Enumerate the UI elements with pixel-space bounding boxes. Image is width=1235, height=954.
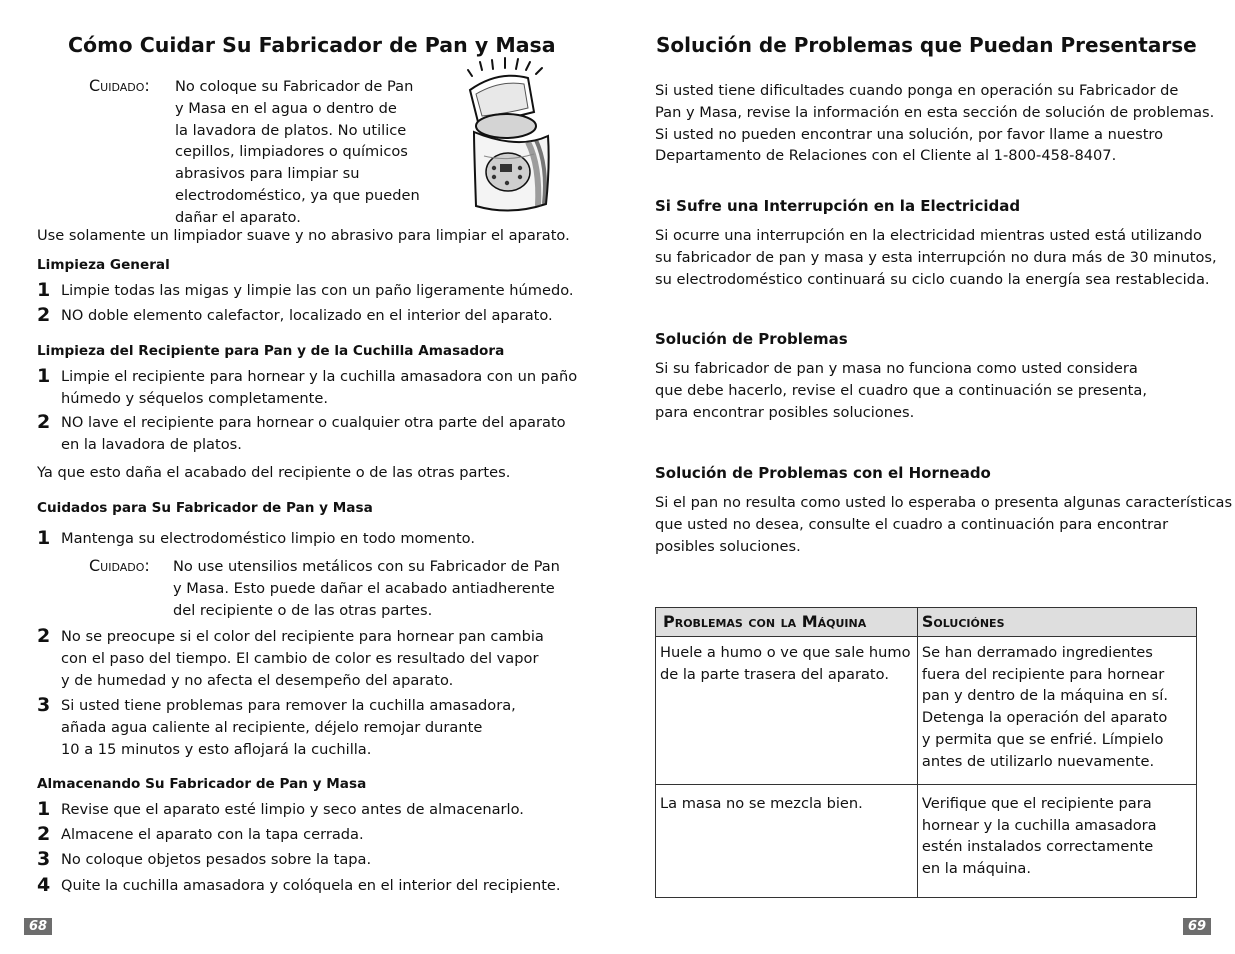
step-text: Limpie el recipiente para hornear y la cuchilla amasadora con un paño húmedo y séquelos completamente.	[61, 368, 578, 407]
section-heading-cuidados: Cuidados para Su Fabricador de Pan y Masa	[37, 500, 373, 516]
section-heading-solucion: Solución de Problemas	[655, 330, 848, 348]
table-row	[656, 636, 1197, 784]
step-text: Limpie todas las migas y limpie las con un paño ligeramente húmedo.	[61, 282, 574, 299]
step-number: 2	[37, 304, 51, 326]
section-text: Si su fabricador de pan y masa no funciona como usted considera que debe hacerlo, revise el cuadro que a continuación se presenta, para encontrar posibles soluciones.	[655, 360, 1147, 421]
step-text: Si usted tiene problemas para remover la cuchilla amasadora, añada agua caliente al recipiente, déjelo remojar durante 10 a 15 minutos y esto aflojará la cuchilla.	[61, 697, 516, 758]
step-text: NO lave el recipiente para hornear o cualquier otra parte del aparato en la lavadora de platos.	[61, 414, 566, 453]
step-number: 4	[37, 874, 51, 896]
step-number: 2	[37, 411, 51, 433]
step-number: 1	[37, 365, 51, 387]
table-header-row	[656, 608, 1197, 637]
caution-text: No use utensilios metálicos con su Fabricador de Pan y Masa. Esto puede dañar el acabado antiadherente del recipiente o de las otras partes.	[173, 558, 560, 619]
left-intro: Use solamente un limpiador suave y no abrasivo para limpiar el aparato.	[37, 227, 570, 244]
page-number-left: 68	[24, 918, 52, 935]
step-number: 2	[37, 823, 51, 845]
step-number: 1	[37, 527, 51, 549]
section-note: Ya que esto daña el acabado del recipiente o de las otras partes.	[37, 464, 511, 481]
step-number: 3	[37, 848, 51, 870]
table-header-problem: Problemas con la Máquina	[656, 608, 918, 637]
problem-cell: La masa no se mezcla bien.	[656, 784, 918, 897]
troubleshooting-table	[655, 607, 1197, 898]
caution-text: No coloque su Fabricador de Pan y Masa en el agua o dentro de la lavadora de platos. No utilice cepillos, limpiadores o químicos abrasivos para limpiar su electrodoméstico, ya que pueden dañar el aparato.	[175, 78, 420, 226]
section-heading-limpieza-recipiente: Limpieza del Recipiente para Pan y de la Cuchilla Amasadora	[37, 343, 505, 359]
step-text: No coloque objetos pesados sobre la tapa.	[61, 851, 372, 868]
step-text: No se preocupe si el color del recipiente para hornear pan cambia con el paso del tiempo. El cambio de color es resultado del vapor y de humedad y no afecta el desempeño del aparato.	[61, 628, 544, 689]
right-intro: Si usted tiene dificultades cuando ponga en operación su Fabricador de Pan y Masa, revise la información en esta sección de solución de problemas. Si usted no pueden encontrar una solución, por favor llame a nuestro Departamento de Relaciones con el Cliente al 1-800-458-8407.	[655, 82, 1215, 165]
step-text: Quite la cuchilla amasadora y colóquela en el interior del recipiente.	[61, 877, 561, 894]
bread-machine-illustration	[458, 56, 558, 226]
caution-label: Cuidado:	[89, 556, 150, 575]
right-page-title: Solución de Problemas que Puedan Presentarse	[656, 33, 1197, 57]
section-text: Si el pan no resulta como usted lo esperaba o presenta algunas características que usted no desea, consulte el cuadro a continuación para encontrar posibles soluciones.	[655, 494, 1233, 555]
caution-label: Cuidado:	[89, 76, 150, 95]
step-text: Revise que el aparato esté limpio y seco antes de almacenarlo.	[61, 801, 524, 818]
table-row	[656, 784, 1197, 897]
left-page-title: Cómo Cuidar Su Fabricador de Pan y Masa	[68, 33, 556, 57]
step-number: 1	[37, 279, 51, 301]
step-number: 1	[37, 798, 51, 820]
section-text: Si ocurre una interrupción en la electricidad mientras usted está utilizando su fabricador de pan y masa y esta interrupción no dura más de 30 minutos, su electrodoméstico continuará su ciclo cuando la energía sea restablecida.	[655, 227, 1217, 288]
table-header-solution: Soluciónes	[917, 608, 1196, 637]
section-heading-limpieza-general: Limpieza General	[37, 257, 170, 273]
problem-cell: Huele a humo o ve que sale humo de la parte trasera del aparato.	[656, 636, 918, 784]
step-text: Almacene el aparato con la tapa cerrada.	[61, 826, 364, 843]
page-number-right: 69	[1183, 918, 1211, 935]
section-heading-horneado: Solución de Problemas con el Horneado	[655, 464, 991, 482]
solution-cell: Verifique que el recipiente para hornear y la cuchilla amasadora estén instalados correctamente en la máquina.	[917, 784, 1196, 897]
section-heading-almacenando: Almacenando Su Fabricador de Pan y Masa	[37, 776, 367, 792]
step-text: NO doble elemento calefactor, localizado en el interior del aparato.	[61, 307, 553, 324]
step-number: 2	[37, 625, 51, 647]
solution-cell: Se han derramado ingredientes fuera del recipiente para hornear pan y dentro de la máquina en sí. Detenga la operación del aparato y permita que se enfrié. Límpielo antes de utilizarlo nuevamente.	[917, 636, 1196, 784]
step-text: Mantenga su electrodoméstico limpio en todo momento.	[61, 530, 475, 547]
section-heading-interrupcion: Si Sufre una Interrupción en la Electricidad	[655, 197, 1021, 215]
step-number: 3	[37, 694, 51, 716]
